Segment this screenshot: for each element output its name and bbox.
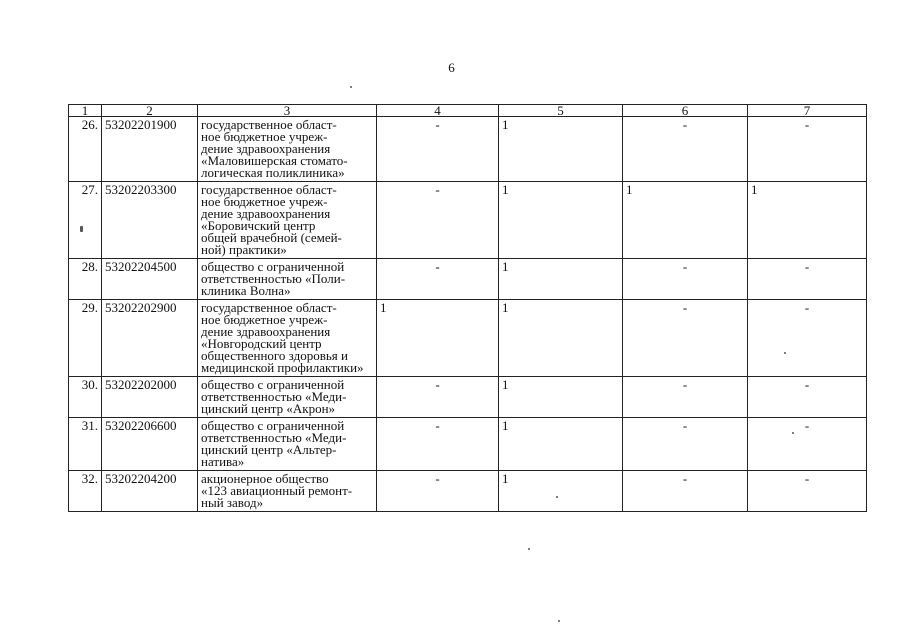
row-code: 53202201900 xyxy=(102,117,198,182)
organization-name xyxy=(198,471,377,512)
organization-name-line: общество с ограниченной xyxy=(201,418,345,433)
organization-name-line: медицинской профилактики» xyxy=(201,360,364,375)
table-row xyxy=(69,300,867,377)
organization-name-line: натива» xyxy=(201,454,245,469)
header-row xyxy=(69,105,867,117)
organization-name-line: ное бюджетное учреж- xyxy=(201,129,328,144)
table-row xyxy=(69,182,867,259)
cell-c7: 1 xyxy=(748,182,867,259)
organization-name-line: «Маловишерская стомато- xyxy=(201,153,348,168)
header-col-7: 7 xyxy=(748,105,867,117)
organization-name-line: ное бюджетное учреж- xyxy=(201,194,328,209)
organization-name-line: ответственностью «Поли- xyxy=(201,271,346,286)
cell-c4: - xyxy=(377,377,499,418)
cell-c6: - xyxy=(623,377,748,418)
row-number: 32. xyxy=(69,471,102,512)
organization-name-line: цинский центр «Акрон» xyxy=(201,401,336,416)
row-code: 53202206600 xyxy=(102,418,198,471)
organization-name xyxy=(198,300,377,377)
organization-name-line: государственное област- xyxy=(201,182,337,197)
row-number: 30. xyxy=(69,377,102,418)
cell-c7: - xyxy=(748,377,867,418)
row-code: 53202202900 xyxy=(102,300,198,377)
cell-c5: 1 xyxy=(499,418,623,471)
header-col-1: 1 xyxy=(69,105,102,117)
cell-c6: 1 xyxy=(623,182,748,259)
cell-c6: - xyxy=(623,259,748,300)
cell-c7: - xyxy=(748,259,867,300)
organization-name-line: дение здравоохранения xyxy=(201,141,331,156)
scan-speck xyxy=(556,496,558,498)
organization-name-line: «Боровичский центр xyxy=(201,218,316,233)
scan-speck xyxy=(528,548,530,550)
cell-c6: - xyxy=(623,117,748,182)
organization-name-line: ответственностью «Меди- xyxy=(201,430,347,445)
organization-name-line: государственное област- xyxy=(201,300,337,315)
row-code: 53202204500 xyxy=(102,259,198,300)
cell-c4: - xyxy=(377,259,499,300)
organization-name xyxy=(198,182,377,259)
cell-c4: - xyxy=(377,471,499,512)
organization-name-line: клиника Волна» xyxy=(201,283,291,298)
row-number: 27. xyxy=(69,182,102,259)
header-col-6: 6 xyxy=(623,105,748,117)
organization-name-line: «123 авиационный ремонт- xyxy=(201,483,353,498)
organization-name-line: «Новгородский центр xyxy=(201,336,322,351)
cell-c7: - xyxy=(748,300,867,377)
organization-name-line: ной) практики» xyxy=(201,242,287,257)
cell-c7: - xyxy=(748,117,867,182)
organization-name xyxy=(198,418,377,471)
cell-c5: 1 xyxy=(499,300,623,377)
table-row xyxy=(69,117,867,182)
organization-name xyxy=(198,377,377,418)
scan-speck xyxy=(792,432,794,434)
header-col-5: 5 xyxy=(499,105,623,117)
scan-speck xyxy=(784,352,786,354)
table-row xyxy=(69,471,867,512)
organization-name-line: общество с ограниченной xyxy=(201,259,345,274)
organization-name xyxy=(198,117,377,182)
organization-name-line: ное бюджетное учреж- xyxy=(201,312,328,327)
table-row xyxy=(69,418,867,471)
scan-speck xyxy=(558,620,560,622)
organization-name-line: дение здравоохранения xyxy=(201,324,331,339)
cell-c4: - xyxy=(377,182,499,259)
scan-speck xyxy=(350,86,352,88)
organization-name-line: государственное област- xyxy=(201,117,337,132)
organization-name-line: дение здравоохранения xyxy=(201,206,331,221)
page-number: 6 xyxy=(448,60,455,75)
organization-name-line: цинский центр «Альтер- xyxy=(201,442,337,457)
row-code: 53202204200 xyxy=(102,471,198,512)
cell-c6: - xyxy=(623,300,748,377)
row-number: 28. xyxy=(69,259,102,300)
row-code: 53202203300 xyxy=(102,182,198,259)
row-number: 29. xyxy=(69,300,102,377)
row-number: 26. xyxy=(69,117,102,182)
organization-name-line: акционерное общество xyxy=(201,471,329,486)
cell-c7: - xyxy=(748,418,867,471)
cell-c4: - xyxy=(377,418,499,471)
organization-name xyxy=(198,259,377,300)
data-table xyxy=(68,104,867,512)
cell-c4: - xyxy=(377,117,499,182)
organization-name-line: ответственностью «Меди- xyxy=(201,389,347,404)
cell-c5: 1 xyxy=(499,259,623,300)
header-col-4: 4 xyxy=(377,105,499,117)
cell-c7: - xyxy=(748,471,867,512)
header-col-2: 2 xyxy=(102,105,198,117)
table-row xyxy=(69,259,867,300)
organization-name-line: общей врачебной (семей- xyxy=(201,230,342,245)
cell-c6: - xyxy=(623,471,748,512)
cell-c5: 1 xyxy=(499,471,623,512)
cell-c5: 1 xyxy=(499,117,623,182)
scan-speck xyxy=(80,226,83,232)
cell-c5: 1 xyxy=(499,377,623,418)
row-number: 31. xyxy=(69,418,102,471)
organization-name-line: общество с ограниченной xyxy=(201,377,345,392)
cell-c4: 1 xyxy=(377,300,499,377)
row-code: 53202202000 xyxy=(102,377,198,418)
organization-name-line: логическая поликлиника» xyxy=(201,165,345,180)
organization-name-line: ный завод» xyxy=(201,495,264,510)
cell-c6: - xyxy=(623,418,748,471)
cell-c5: 1 xyxy=(499,182,623,259)
table-row xyxy=(69,377,867,418)
header-col-3: 3 xyxy=(198,105,377,117)
organization-name-line: общественного здоровья и xyxy=(201,348,348,363)
